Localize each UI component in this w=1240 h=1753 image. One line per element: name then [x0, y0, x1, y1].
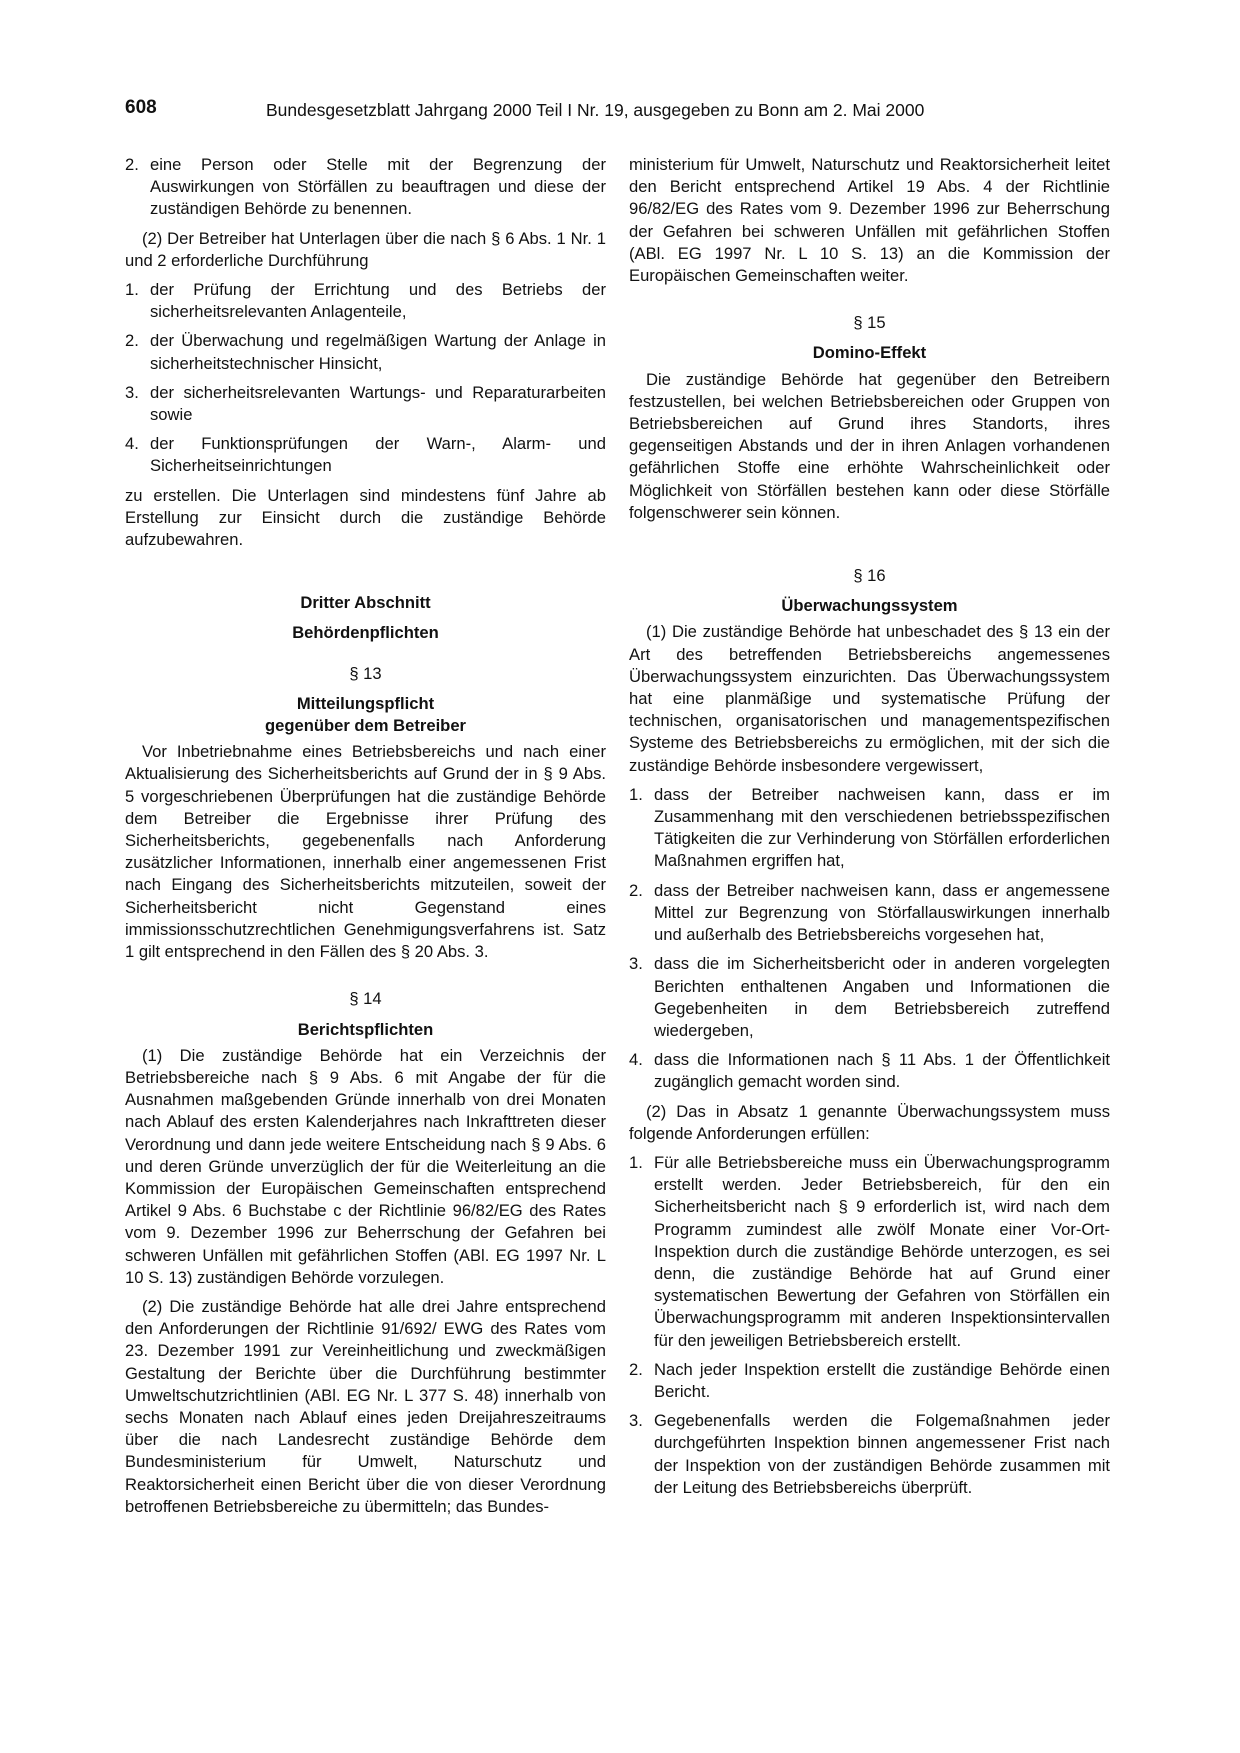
list-item-number: 2. — [629, 880, 643, 900]
list-item — [629, 1152, 1110, 1352]
paragraph: (2) Das in Absatz 1 genannte Überwachungssystem muss folgende Anforderungen erfüllen: — [629, 1101, 1110, 1143]
list-item-text: dass die Informationen nach § 11 Abs. 1 der Öffentlichkeit zugänglich gemacht worden sind. — [654, 1050, 1110, 1092]
page-number: 608 — [125, 97, 157, 118]
paragraph: (1) Die zuständige Behörde hat ein Verzeichnis der Betriebsbereiche nach § 9 Abs. 6 mit Angabe der für die Ausnahmen maßgebenden Gründe innerhalb von drei Monaten nach Ablauf des ersten Kalenderjahres nach Inkrafttreten dieser Verordnung und dann jede weitere Entscheidung nach § 9 Abs. 6 und deren Gründe unverzüglich der für die Weiterleitung an die Kommission der Europäischen Gemeinschaften entsprechend Artikel 9 Abs. 6 Buchstabe c der Richtlinie 96/82/EG des Rates vom 9. Dezember 1996 zur Beherrschung der Gefahren bei schweren Unfällen mit gefährlichen Stoffen (ABl. EG 1997 Nr. L 10 S. 13) zuständigen Behörde vorzulegen. — [125, 1045, 606, 1287]
list-item-text: Für alle Betriebsbereiche muss ein Überwachungsprogramm erstellt werden. Jeder Betriebsbereich, für den ein Sicherheitsbericht nach § 9 erforderlich ist, wird nach dem Programm zumindest alle zwölf Monate einer Vor-Ort-Inspektion durch die zuständige Behörde unterzogen, es sei denn, die zuständige Behörde hat auf Grund einer systematischen Bewertung der Gefahren von Störfällen ein Überwachungsprogramm mit anderen Inspektionsintervallen für den jeweiligen Betriebsbereich erstellt. — [654, 1152, 1110, 1350]
list-item-text: der Prüfung der Errichtung und des Betriebs der sicherheitsrelevanten Anlagenteile, — [150, 280, 606, 322]
paragraph: ministerium für Umwelt, Naturschutz und Reaktorsicherheit leitet den Bericht entsprechend Artikel 19 Abs. 4 der Richtlinie 96/82/EG des Rates vom 9. Dezember 1996 zur Beherrschung der Gefahren bei schweren Unfällen mit gefährlichen Stoffen (ABl. EG 1997 Nr. L 10 S. 13) an die Kommission der Europäischen Gemeinschaften weiter. — [629, 155, 1110, 286]
list-item — [629, 953, 1110, 1042]
list-item — [629, 784, 1110, 873]
list-item-number: 1. — [629, 1152, 643, 1172]
paragraph: (1) Die zuständige Behörde hat unbeschadet des § 13 ein der Art des betreffenden Betriebsbereichs angemessenes Überwachungssystem einzurichten. Das Überwachungssystem hat eine planmäßige und systematische Prüfung der technischen, organisatorischen und managementspezifischen Systeme des Betriebsbereichs zu ermöglichen, mit der sich die zuständige Behörde insbesondere vergewissert, — [629, 622, 1110, 775]
list-item-number: 2. — [629, 1359, 643, 1379]
paragraph: Die zuständige Behörde hat gegenüber den Betreibern festzustellen, bei welchen Betriebsbereichen oder Gruppen von Betriebsbereichen auf Grund ihres Standorts, ihres gegenseitigen Abstands und der in ihren Anlagen vorhandenen gefährlichen Stoffe eine erhöhte Wahrscheinlichkeit oder Möglichkeit von Störfällen bestehen kann oder diese Störfälle folgenschwerer sein können. — [629, 369, 1110, 522]
list-item-text: eine Person oder Stelle mit der Begrenzung der Auswirkungen von Störfällen zu beauftragen und diese der zuständigen Behörde zu benennen. — [150, 155, 606, 219]
list-item — [629, 880, 1110, 947]
section-heading: Dritter Abschnitt — [300, 593, 431, 613]
list-item-text: der Überwachung und regelmäßigen Wartung der Anlage in sicherheitstechnischer Hinsicht, — [150, 331, 606, 373]
list-item-text: der sicherheitsrelevanten Wartungs- und Reparaturarbeiten sowie — [150, 382, 606, 425]
paragraph: zu erstellen. Die Unterlagen sind mindestens fünf Jahre ab Erstellung zur Einsicht durch die zuständige Behörde aufzubewahren. — [125, 485, 606, 550]
list-item — [125, 279, 606, 323]
list-item — [125, 382, 606, 426]
paragraph-number: § 13 — [349, 663, 382, 683]
paragraph: Vor Inbetriebnahme eines Betriebsbereichs und nach einer Aktualisierung des Sicherheitsberichts auf Grund der in § 9 Abs. 5 vorgeschriebenen Überprüfungen hat die zuständige Behörde dem Betreiber die Ergebnisse ihrer Prüfung des Sicherheitsberichts, gegebenenfalls nach Anforderung zusätzlicher Informationen, innerhalb einer angemessenen Frist nach Eingang des Sicherheitsberichts mitzuteilen, soweit der Sicherheitsbericht nicht Gegenstand eines immissionsschutzrechtlichen Genehmigungsverfahrens ist. Satz 1 gilt entsprechend in den Fällen des § 20 Abs. 3. — [125, 742, 606, 962]
paragraph-title: Domino-Effekt — [812, 343, 927, 363]
paragraph: (2) Die zuständige Behörde hat alle drei Jahre entsprechend den Anforderungen der Richtlinie 91/692/ EWG des Rates vom 23. Dezember 1991 zur Vereinheitlichung und zweckmäßigen Gestaltung der Berichte über die Durchführung bestimmter Umweltschutzrichtlinien (ABl. EG Nr. L 377 S. 48) innerhalb von sechs Monaten nach Ablauf eines jeden Dreijahreszeitraums über die nach Landesrecht zuständige Behörde dem Bundesministerium für Umwelt, Naturschutz und Reaktorsicherheit einen Bericht über die von dieser Verordnung betroffenen Betriebsbereiche zu übermitteln; das Bundes- — [125, 1296, 606, 1516]
list-item-number: 2. — [125, 155, 139, 174]
list-item-text: dass die im Sicherheitsbericht oder in anderen vorgelegten Berichten enthaltenen Angaben und Informationen die Gegebenheiten in dem Betriebsbereich zutreffend wiedergeben, — [654, 954, 1110, 1040]
list-item-number: 3. — [629, 954, 643, 974]
list-item — [125, 433, 606, 477]
list-item-number: 2. — [125, 331, 139, 351]
paragraph-title: Berichtspflichten — [297, 1019, 434, 1039]
list-item-number: 3. — [125, 382, 139, 402]
paragraph-number: § 14 — [349, 989, 382, 1009]
right-column — [629, 154, 1110, 1506]
running-header: Bundesgesetzblatt Jahrgang 2000 Teil I Nr. 19, ausgegeben zu Bonn am 2. Mai 2000 — [266, 100, 925, 120]
left-column — [125, 154, 606, 1525]
paragraph-number: § 16 — [853, 566, 886, 586]
list-item-number: 4. — [629, 1050, 643, 1070]
paragraph-title: gegenüber dem Betreiber — [264, 716, 467, 736]
paragraph-title: Mitteilungspflicht — [296, 693, 435, 713]
list-item-text: Nach jeder Inspektion erstellt die zuständige Behörde einen Bericht. — [654, 1359, 1110, 1401]
requirements-list — [629, 1152, 1110, 1499]
list-item — [125, 330, 606, 374]
section-title: Behördenpflichten — [292, 623, 439, 643]
list-item-number: 1. — [125, 280, 139, 300]
list-item-text: dass der Betreiber nachweisen kann, dass er im Zusammenhang mit den verschiedenen betriebsspezifischen Tätigkeiten die zur Verhinderung von Störfällen erforderlichen Maßnahmen ergriffen hat, — [654, 784, 1110, 871]
list-item-text: der Funktionsprüfungen der Warn-, Alarm- und Sicherheitseinrichtungen — [150, 434, 606, 476]
list-item — [629, 1410, 1110, 1499]
list-item-number: 3. — [629, 1411, 643, 1431]
verification-list — [629, 784, 1110, 1094]
paragraph-title: Überwachungssystem — [781, 596, 958, 616]
list-item-text: dass der Betreiber nachweisen kann, dass er angemessene Mittel zur Begrenzung von Störfallauswirkungen innerhalb und außerhalb des Betriebsbereichs vorgesehen hat, — [654, 880, 1110, 945]
list-item — [629, 1359, 1110, 1403]
obligations-list — [125, 279, 606, 478]
list-item — [125, 154, 606, 221]
list-item — [629, 1049, 1110, 1093]
paragraph: (2) Der Betreiber hat Unterlagen über die nach § 6 Abs. 1 Nr. 1 und 2 erforderliche Durchführung — [125, 228, 606, 270]
list-item-text: Gegebenenfalls werden die Folgemaßnahmen jeder durchgeführten Inspektion binnen angemessener Frist nach der Inspektion von der zuständigen Behörde zusammen mit der Leitung des Betriebsbereichs überprüft. — [654, 1411, 1110, 1497]
list-item-number: 4. — [125, 434, 139, 454]
paragraph-number: § 15 — [853, 313, 886, 333]
list-item-number: 1. — [629, 784, 643, 804]
